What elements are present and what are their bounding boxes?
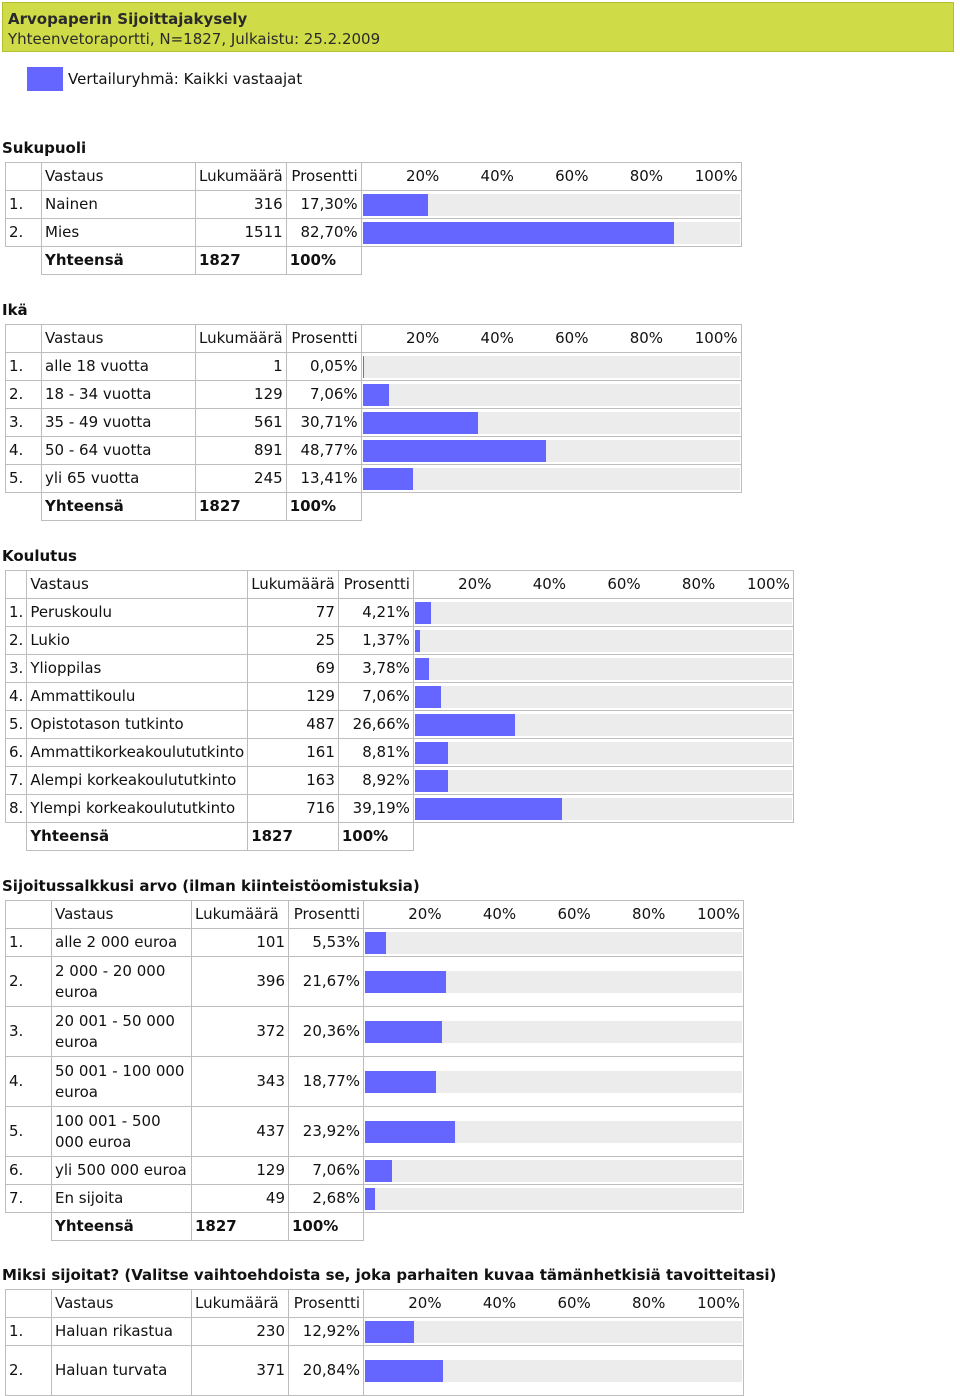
row-answer: Nainen xyxy=(42,191,196,219)
row-bar xyxy=(413,599,793,627)
bar-fill xyxy=(365,1121,455,1143)
bar-fill xyxy=(363,194,428,216)
table-row xyxy=(6,655,794,683)
total-row xyxy=(6,493,742,521)
bar-fill xyxy=(415,742,448,764)
bar-fill xyxy=(415,630,420,652)
total-count: 1827 xyxy=(248,823,339,851)
bar-track xyxy=(363,194,740,216)
scale-tick: 60% xyxy=(555,167,589,185)
total-blank xyxy=(364,1213,744,1241)
row-answer: 100 001 - 500 000 euroa xyxy=(52,1107,192,1157)
bar-track xyxy=(415,686,792,708)
bar-track xyxy=(363,384,740,406)
results-table xyxy=(5,900,744,1241)
bar-track xyxy=(363,222,740,244)
table-row xyxy=(6,353,742,381)
row-bar xyxy=(364,957,744,1007)
total-percent: 100% xyxy=(289,1213,364,1241)
total-percent: 100% xyxy=(286,493,361,521)
total-count: 1827 xyxy=(196,247,287,275)
table-row xyxy=(6,1107,744,1157)
bar-track xyxy=(415,602,792,624)
bar-track xyxy=(415,770,792,792)
header-answer: Vastaus xyxy=(42,325,196,353)
row-bar xyxy=(413,767,793,795)
table-row xyxy=(6,409,742,437)
section-title: Koulutus xyxy=(2,547,77,565)
row-percent: 7,06% xyxy=(338,683,413,711)
header-scale xyxy=(364,1290,744,1318)
bar-fill xyxy=(363,468,413,490)
row-answer: alle 2 000 euroa xyxy=(52,929,192,957)
bar-fill xyxy=(365,1360,443,1382)
row-count: 487 xyxy=(248,711,339,739)
table-row xyxy=(6,739,794,767)
row-percent: 0,05% xyxy=(286,353,361,381)
header-scale xyxy=(364,901,744,929)
row-count: 163 xyxy=(248,767,339,795)
table-row xyxy=(6,1346,744,1396)
row-number: 4. xyxy=(6,437,42,465)
table-row xyxy=(6,599,794,627)
row-number: 3. xyxy=(6,655,27,683)
row-answer: Mies xyxy=(42,219,196,247)
scale-tick: 60% xyxy=(607,575,641,593)
scale-tick: 40% xyxy=(482,905,517,923)
row-percent: 18,77% xyxy=(289,1057,364,1107)
bar-track xyxy=(363,356,740,378)
row-count: 77 xyxy=(248,599,339,627)
total-label: Yhteensä xyxy=(42,493,196,521)
bar-fill xyxy=(415,686,442,708)
row-answer: Peruskoulu xyxy=(27,599,248,627)
row-answer: 50 - 64 vuotta xyxy=(42,437,196,465)
header-answer: Vastaus xyxy=(52,1290,192,1318)
row-bar xyxy=(361,409,741,437)
header-scale xyxy=(361,325,741,353)
row-answer: yli 65 vuotta xyxy=(42,465,196,493)
report-header xyxy=(2,2,954,52)
total-row xyxy=(6,823,794,851)
row-bar xyxy=(413,655,793,683)
table-row xyxy=(6,437,742,465)
table-header-row xyxy=(6,901,744,929)
section-title: Sijoitussalkkusi arvo (ilman kiinteistöomistuksia) xyxy=(2,877,420,895)
row-number: 8. xyxy=(6,795,27,823)
legend-swatch xyxy=(27,67,63,91)
row-answer: 2 000 - 20 000 euroa xyxy=(52,957,192,1007)
row-percent: 8,81% xyxy=(338,739,413,767)
bar-fill xyxy=(415,658,429,680)
row-count: 101 xyxy=(192,929,289,957)
scale-tick: 60% xyxy=(557,1294,591,1312)
table-row xyxy=(6,767,794,795)
report-subtitle: Yhteenvetoraportti, N=1827, Julkaistu: 25.2.2009 xyxy=(8,30,381,48)
total-blank xyxy=(6,823,27,851)
row-count: 129 xyxy=(192,1157,289,1185)
row-number: 2. xyxy=(6,219,42,247)
bar-fill xyxy=(365,932,386,954)
table-row xyxy=(6,627,794,655)
row-answer: Ylioppilas xyxy=(27,655,248,683)
row-number: 1. xyxy=(6,353,42,381)
results-table xyxy=(5,1289,744,1396)
row-percent: 4,21% xyxy=(338,599,413,627)
section-title: Ikä xyxy=(2,301,28,319)
header-answer: Vastaus xyxy=(42,163,196,191)
header-percent: Prosentti xyxy=(338,571,413,599)
row-percent: 13,41% xyxy=(286,465,361,493)
scale-tick: 20% xyxy=(405,167,440,185)
row-number: 4. xyxy=(6,683,27,711)
row-number: 6. xyxy=(6,739,27,767)
scale-tick: 40% xyxy=(480,167,514,185)
row-number: 3. xyxy=(6,1007,52,1057)
table-row xyxy=(6,1007,744,1057)
table-row xyxy=(6,219,742,247)
row-answer: 35 - 49 vuotta xyxy=(42,409,196,437)
row-percent: 1,37% xyxy=(338,627,413,655)
header-number xyxy=(6,163,42,191)
row-percent: 20,84% xyxy=(289,1346,364,1396)
row-count: 129 xyxy=(248,683,339,711)
table-row xyxy=(6,1185,744,1213)
row-percent: 30,71% xyxy=(286,409,361,437)
row-number: 1. xyxy=(6,1318,52,1346)
row-number: 5. xyxy=(6,465,42,493)
row-percent: 7,06% xyxy=(286,381,361,409)
header-percent: Prosentti xyxy=(286,163,361,191)
header-percent: Prosentti xyxy=(286,325,361,353)
scale-tick: 40% xyxy=(482,1294,517,1312)
bar-track xyxy=(363,468,740,490)
bar-fill xyxy=(363,440,546,462)
scale-tick: 60% xyxy=(555,329,589,347)
legend-label: Vertailuryhmä: Kaikki vastaajat xyxy=(68,70,303,88)
row-percent: 82,70% xyxy=(286,219,361,247)
bar-track xyxy=(363,412,740,434)
row-number: 4. xyxy=(6,1057,52,1107)
bar-track xyxy=(365,1360,742,1382)
row-count: 49 xyxy=(192,1185,289,1213)
row-number: 2. xyxy=(6,627,27,655)
row-bar xyxy=(364,1007,744,1057)
scale-tick: 20% xyxy=(408,1294,442,1312)
row-answer: En sijoita xyxy=(52,1185,192,1213)
row-bar xyxy=(364,1057,744,1107)
percent-scale xyxy=(367,904,740,925)
results-table xyxy=(5,324,742,521)
row-count: 372 xyxy=(192,1007,289,1057)
row-percent: 7,06% xyxy=(289,1157,364,1185)
scale-tick: 20% xyxy=(405,329,440,347)
header-count: Lukumäärä xyxy=(192,901,289,929)
row-number: 1. xyxy=(6,191,42,219)
row-bar xyxy=(413,627,793,655)
total-row xyxy=(6,247,742,275)
bar-track xyxy=(365,1071,742,1093)
scale-tick: 100% xyxy=(746,575,790,593)
row-count: 371 xyxy=(192,1346,289,1396)
row-number: 3. xyxy=(6,409,42,437)
row-answer: alle 18 vuotta xyxy=(42,353,196,381)
total-blank xyxy=(361,493,741,521)
row-answer: 50 001 - 100 000 euroa xyxy=(52,1057,192,1107)
table-row xyxy=(6,191,742,219)
header-percent: Prosentti xyxy=(289,901,364,929)
total-blank xyxy=(413,823,793,851)
header-number xyxy=(6,901,52,929)
row-count: 25 xyxy=(248,627,339,655)
bar-fill xyxy=(415,602,431,624)
row-number: 1. xyxy=(6,599,27,627)
row-bar xyxy=(364,1185,744,1213)
scale-tick: 80% xyxy=(632,905,666,923)
header-count: Lukumäärä xyxy=(248,571,339,599)
row-percent: 21,67% xyxy=(289,957,364,1007)
row-answer: yli 500 000 euroa xyxy=(52,1157,192,1185)
total-blank xyxy=(6,493,42,521)
row-count: 129 xyxy=(196,381,287,409)
row-percent: 5,53% xyxy=(289,929,364,957)
scale-tick: 20% xyxy=(408,905,442,923)
row-number: 2. xyxy=(6,1346,52,1396)
scale-tick: 100% xyxy=(697,1294,740,1312)
header-number xyxy=(6,571,27,599)
scale-tick: 40% xyxy=(480,329,514,347)
total-count: 1827 xyxy=(196,493,287,521)
row-count: 891 xyxy=(196,437,287,465)
row-bar xyxy=(361,437,741,465)
bar-track xyxy=(365,1188,742,1210)
row-count: 316 xyxy=(196,191,287,219)
row-number: 1. xyxy=(6,929,52,957)
row-bar xyxy=(364,1107,744,1157)
row-percent: 3,78% xyxy=(338,655,413,683)
header-answer: Vastaus xyxy=(52,901,192,929)
row-count: 245 xyxy=(196,465,287,493)
bar-track xyxy=(365,971,742,993)
percent-scale xyxy=(365,166,738,187)
row-answer: Haluan turvata xyxy=(52,1346,192,1396)
scale-tick: 100% xyxy=(694,329,738,347)
table-row xyxy=(6,957,744,1007)
row-percent: 8,92% xyxy=(338,767,413,795)
row-answer: Alempi korkeakoulututkinto xyxy=(27,767,248,795)
header-scale xyxy=(413,571,793,599)
table-row xyxy=(6,1157,744,1185)
table-header-row xyxy=(6,1290,744,1318)
scale-tick: 100% xyxy=(697,905,740,923)
table-row xyxy=(6,711,794,739)
row-answer: Ammattikorkeakoulututkinto xyxy=(27,739,248,767)
row-percent: 48,77% xyxy=(286,437,361,465)
bar-fill xyxy=(365,971,446,993)
bar-fill xyxy=(365,1160,392,1182)
scale-tick: 60% xyxy=(557,905,591,923)
table-row xyxy=(6,381,742,409)
row-bar xyxy=(413,795,793,823)
total-blank xyxy=(6,1213,52,1241)
table-header-row xyxy=(6,163,742,191)
row-number: 2. xyxy=(6,957,52,1007)
table-row xyxy=(6,465,742,493)
bar-track xyxy=(415,714,792,736)
row-count: 437 xyxy=(192,1107,289,1157)
header-count: Lukumäärä xyxy=(196,163,287,191)
total-count: 1827 xyxy=(192,1213,289,1241)
bar-fill xyxy=(415,798,562,820)
bar-fill xyxy=(365,1071,436,1093)
row-count: 161 xyxy=(248,739,339,767)
table-row xyxy=(6,1318,744,1346)
results-table xyxy=(5,570,794,851)
row-count: 561 xyxy=(196,409,287,437)
row-number: 5. xyxy=(6,1107,52,1157)
row-bar xyxy=(364,1157,744,1185)
header-count: Lukumäärä xyxy=(196,325,287,353)
row-count: 69 xyxy=(248,655,339,683)
row-bar xyxy=(361,219,741,247)
row-bar xyxy=(413,739,793,767)
scale-tick: 40% xyxy=(532,575,567,593)
bar-fill xyxy=(415,770,449,792)
row-number: 7. xyxy=(6,1185,52,1213)
row-answer: 18 - 34 vuotta xyxy=(42,381,196,409)
row-count: 1 xyxy=(196,353,287,381)
row-bar xyxy=(361,191,741,219)
row-answer: Opistotason tutkinto xyxy=(27,711,248,739)
table-row xyxy=(6,1057,744,1107)
row-percent: 17,30% xyxy=(286,191,361,219)
row-number: 6. xyxy=(6,1157,52,1185)
header-number xyxy=(6,1290,52,1318)
total-percent: 100% xyxy=(338,823,413,851)
header-scale xyxy=(361,163,741,191)
header-number xyxy=(6,325,42,353)
results-table xyxy=(5,162,742,275)
table-row xyxy=(6,929,744,957)
bar-fill xyxy=(363,412,478,434)
bar-track xyxy=(415,798,792,820)
percent-scale xyxy=(417,574,790,595)
row-count: 716 xyxy=(248,795,339,823)
bar-track xyxy=(415,630,792,652)
scale-tick: 80% xyxy=(632,1294,666,1312)
scale-tick: 20% xyxy=(458,575,492,593)
row-bar xyxy=(361,381,741,409)
total-row xyxy=(6,1213,744,1241)
row-percent: 20,36% xyxy=(289,1007,364,1057)
row-percent: 26,66% xyxy=(338,711,413,739)
bar-fill xyxy=(363,222,674,244)
row-number: 2. xyxy=(6,381,42,409)
section-title: Miksi sijoitat? (Valitse vaihtoehdoista se, joka parhaiten kuvaa tämänhetkisiä tavoitteitasi) xyxy=(2,1266,777,1284)
total-label: Yhteensä xyxy=(27,823,248,851)
bar-track xyxy=(365,1160,742,1182)
row-number: 5. xyxy=(6,711,27,739)
row-count: 343 xyxy=(192,1057,289,1107)
bar-track xyxy=(365,932,742,954)
header-answer: Vastaus xyxy=(27,571,248,599)
bar-track xyxy=(365,1021,742,1043)
row-number: 7. xyxy=(6,767,27,795)
header-percent: Prosentti xyxy=(289,1290,364,1318)
section-title: Sukupuoli xyxy=(2,139,87,157)
scale-tick: 80% xyxy=(629,167,664,185)
row-bar xyxy=(413,683,793,711)
row-bar xyxy=(364,1346,744,1396)
row-percent: 2,68% xyxy=(289,1185,364,1213)
bar-track xyxy=(365,1321,742,1343)
percent-scale xyxy=(367,1293,740,1314)
total-label: Yhteensä xyxy=(52,1213,192,1241)
table-header-row xyxy=(6,571,794,599)
row-count: 1511 xyxy=(196,219,287,247)
row-percent: 39,19% xyxy=(338,795,413,823)
row-bar xyxy=(361,465,741,493)
scale-tick: 80% xyxy=(681,575,716,593)
total-blank xyxy=(361,247,741,275)
total-label: Yhteensä xyxy=(42,247,196,275)
row-percent: 23,92% xyxy=(289,1107,364,1157)
row-bar xyxy=(413,711,793,739)
bar-track xyxy=(415,658,792,680)
bar-fill xyxy=(415,714,515,736)
row-count: 396 xyxy=(192,957,289,1007)
row-percent: 12,92% xyxy=(289,1318,364,1346)
bar-track xyxy=(415,742,792,764)
table-row xyxy=(6,683,794,711)
row-bar xyxy=(364,1318,744,1346)
bar-fill xyxy=(365,1021,442,1043)
bar-fill xyxy=(365,1188,375,1210)
table-header-row xyxy=(6,325,742,353)
table-row xyxy=(6,795,794,823)
row-bar xyxy=(361,353,741,381)
total-blank xyxy=(6,247,42,275)
bar-track xyxy=(363,440,740,462)
percent-scale xyxy=(365,328,738,349)
bar-fill xyxy=(363,384,390,406)
bar-fill xyxy=(365,1321,414,1343)
row-bar xyxy=(364,929,744,957)
row-answer: Haluan rikastua xyxy=(52,1318,192,1346)
bar-fill xyxy=(363,356,364,378)
comparison-legend xyxy=(27,67,302,91)
scale-tick: 80% xyxy=(629,329,664,347)
row-answer: 20 001 - 50 000 euroa xyxy=(52,1007,192,1057)
row-answer: Ylempi korkeakoulututkinto xyxy=(27,795,248,823)
scale-tick: 100% xyxy=(694,167,738,185)
report-title: Arvopaperin Sijoittajakysely xyxy=(8,10,248,28)
total-percent: 100% xyxy=(286,247,361,275)
row-answer: Ammattikoulu xyxy=(27,683,248,711)
row-answer: Lukio xyxy=(27,627,248,655)
bar-track xyxy=(365,1121,742,1143)
header-count: Lukumäärä xyxy=(192,1290,289,1318)
row-count: 230 xyxy=(192,1318,289,1346)
